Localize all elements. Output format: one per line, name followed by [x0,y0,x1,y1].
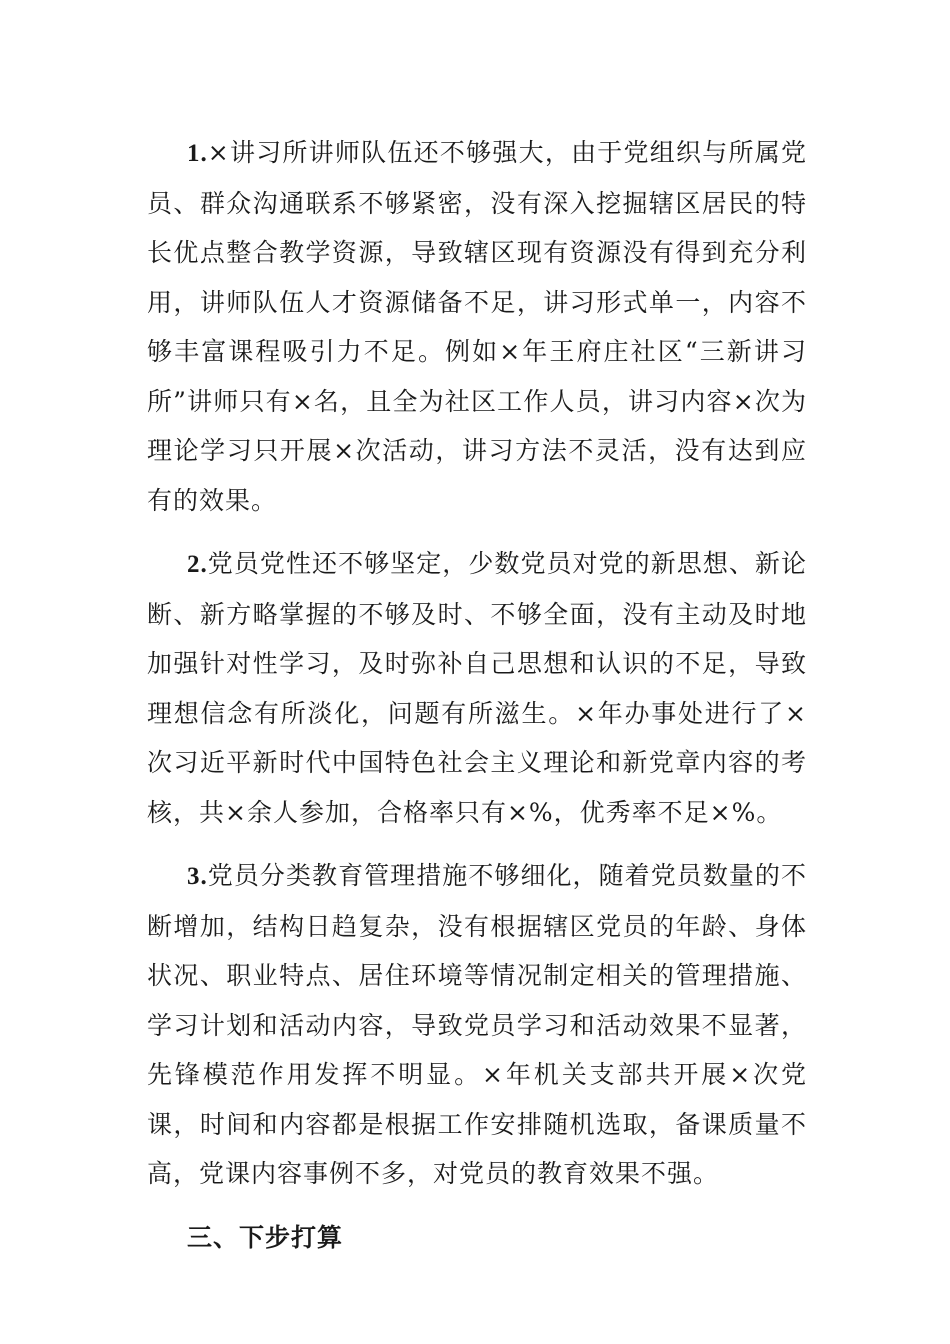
paragraph-2-number: 2. [187,551,208,578]
paragraph-3-number: 3. [187,863,208,890]
section-heading: 三、下步打算 [187,1222,344,1252]
paragraph-1-text: ×讲习所讲师队伍还不够强大，由于党组织与所属党员、群众沟通联系不够紧密，没有深入挖掘辖区居民的特长优点整合教学资源，导致辖区现有资源没有得到充分利用，讲师队伍人才资源储备不足，讲习形式单一，内容不够丰富课程吸引力不足。例如×年王府庄社区“三新讲习所”讲师只有×名，且全为社区工作人员，讲习内容×次为理论学习只开展×次活动，讲习方法不灵活，没有达到应有的效果。 [147,138,807,515]
paragraph-3 [147,851,807,1199]
paragraph-2 [147,539,807,837]
paragraph-1 [147,128,807,525]
document-body [147,128,807,1262]
paragraph-2-text: 党员党性还不够坚定，少数党员对党的新思想、新论断、新方略掌握的不够及时、不够全面，没有主动及时地加强针对性学习，及时弥补自己思想和认识的不足，导致理想信念有所淡化，问题有所滋生。×年办事处进行了×次习近平新时代中国特色社会主义理论和新党章内容的考核，共×余人参加，合格率只有×%，优秀率不足×%。 [147,549,807,827]
paragraph-1-number: 1. [187,140,208,167]
paragraph-3-text: 党员分类教育管理措施不够细化，随着党员数量的不断增加，结构日趋复杂，没有根据辖区党员的年龄、身体状况、职业特点、居住环境等情况制定相关的管理措施、学习计划和活动内容，导致党员学习和活动效果不显著，先锋模范作用发挥不明显。×年机关支部共开展×次党课，时间和内容都是根据工作安排随机选取，备课质量不高，党课内容事例不多，对党员的教育效果不强。 [147,861,807,1188]
